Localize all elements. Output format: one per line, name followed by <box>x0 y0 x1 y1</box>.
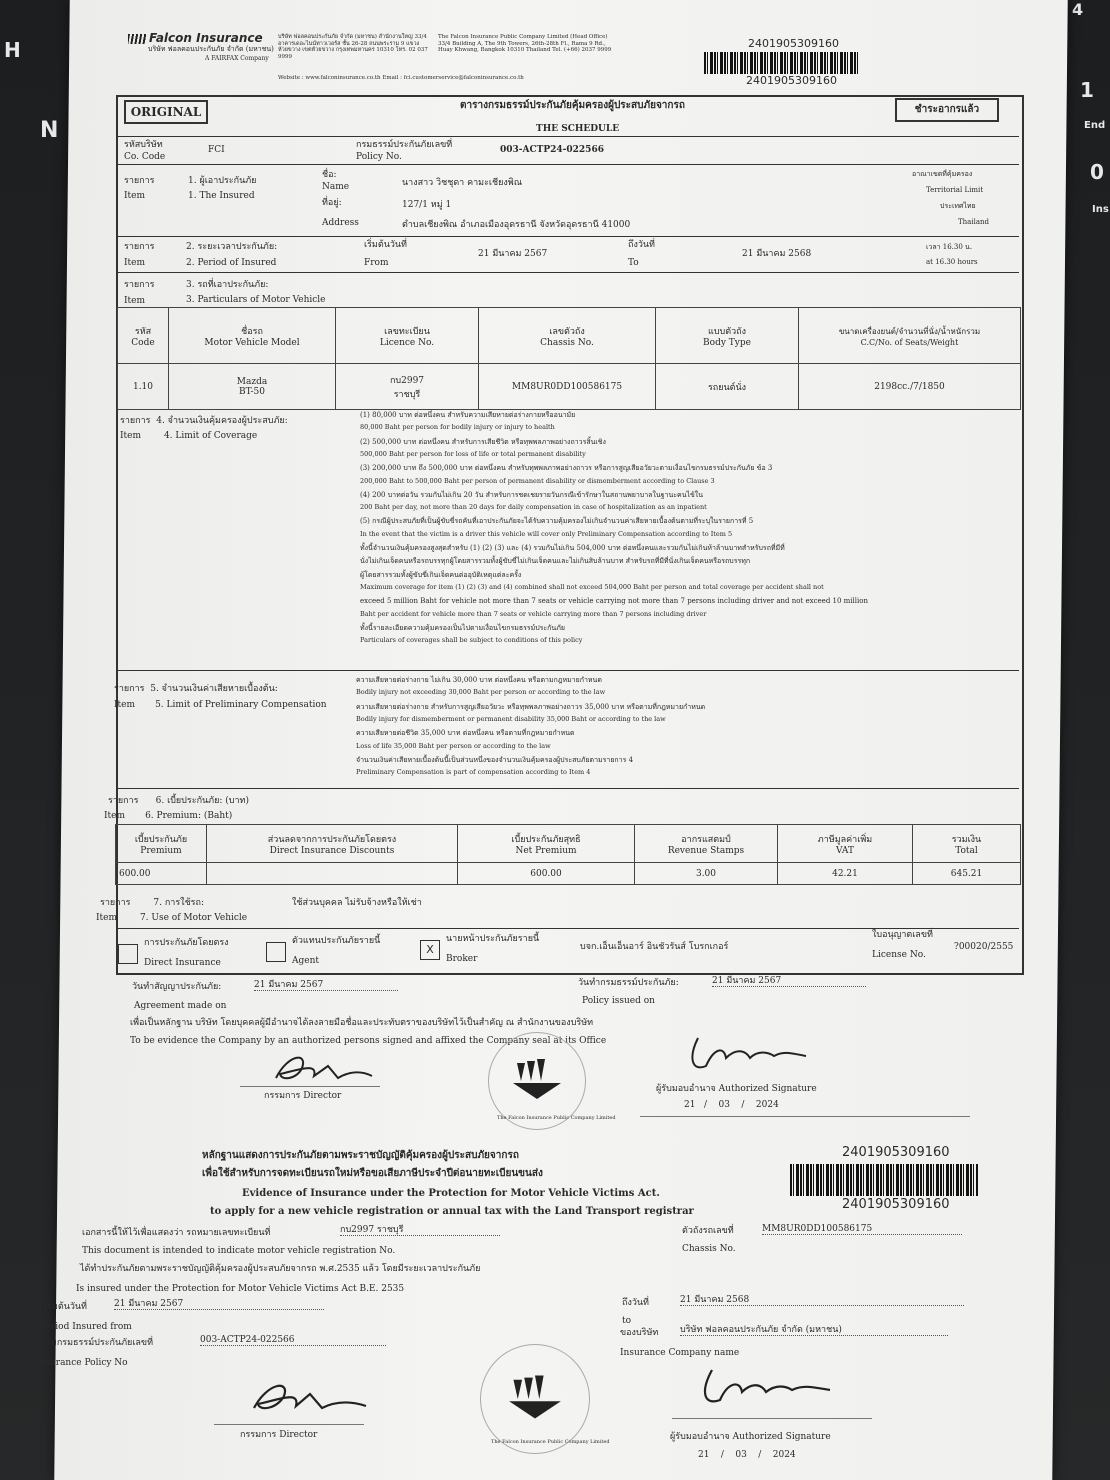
to-label-en: to <box>622 1316 632 1326</box>
barcode-number-2-bottom: 2401905309160 <box>842 1197 950 1212</box>
premium-data-row <box>116 863 1021 885</box>
item4-line: ทั้งนี้รายละเอียดความคุ้มครองเป็นไปตามเงื่อนไขกรมธรรม์ประกันภัย <box>360 623 565 632</box>
item3-title-th: 3. รถที่เอาประกันภัย: <box>186 280 269 290</box>
director-label-2: กรรมการ Director <box>240 1430 318 1440</box>
agent-en: Agent <box>292 956 319 966</box>
policy-label-th: ตามกรมธรรม์ประกันภัยเลขที่ <box>40 1338 154 1348</box>
address-th: บริษัท ฟอลคอนประกันภัย จำกัด (มหาชน) สำนักงานใหญ่ 33/4 อาคารเดอะไนน์ทาวเวอร์ส ชั้น 26-28 ถนนพระราม 9 แขวงห้วยขวาง เขตห้วยขวาง กรุงเทพมหานคร 10310 โทร. 02 037 9999 <box>278 34 428 60</box>
item5-line: Loss of life 35,000 Baht per person or according to the law <box>356 741 551 750</box>
item6-label-en: Item 6. Premium: (Baht) <box>104 811 233 821</box>
header-premium: เบี้ยประกันภัย Premium <box>116 825 207 863</box>
co-code-label-en: Co. Code <box>124 152 166 162</box>
item4-line: Maximum coverage for item (1) (2) (3) and (4) combined shall not exceed 504,000 Baht per person and total coverage per accident shall not <box>360 582 824 591</box>
company-seal <box>488 1032 616 1130</box>
item4-line: exceed 5 million Baht for vehicle not more than 7 seats or vehicle carrying not more than 7 persons including driver and not exceed 10 million <box>360 597 868 606</box>
authorized-date-2: 21 / 03 / 2024 <box>698 1450 796 1460</box>
license-no: ?00020/2555 <box>954 942 1014 952</box>
from-label-en: Period Insured from <box>40 1322 132 1332</box>
header-code: รหัส Code <box>118 308 169 364</box>
evidence-title-th-2: เพื่อใช้สำหรับการจดทะเบียนรถใหม่หรือขอเสียภาษีประจำปีต่อนายทะเบียนขนส่ง <box>202 1168 543 1179</box>
barcode-bottom <box>790 1164 978 1196</box>
original-label: ORIGINAL <box>124 100 208 124</box>
director-sign-line-2 <box>214 1424 364 1425</box>
divider <box>117 928 1019 929</box>
territory-label-th: อาณาเขตที่คุ้มครอง <box>912 170 973 178</box>
divider <box>117 136 1019 137</box>
vehicle-table <box>117 307 1021 410</box>
policy-label-en: Insurance Policy No <box>36 1358 128 1368</box>
period-from-value: 21 มีนาคม 2567 <box>478 249 548 259</box>
premium-value: 600.00 <box>116 863 207 885</box>
stamp-duty-paid-badge: ชำระอากรแล้ว <box>895 98 999 122</box>
net-premium-value: 600.00 <box>458 863 635 885</box>
total-value: 645.21 <box>913 863 1021 885</box>
header-discount: ส่วนลดจากการประกันภัยโดยตรง Direct Insurance Discounts <box>207 825 458 863</box>
header-body: แบบตัวถัง Body Type <box>656 308 799 364</box>
policy-value: 003-ACTP24-022566 <box>200 1335 386 1346</box>
header-total: รวมเงิน Total <box>913 825 1021 863</box>
key-h: H <box>4 38 21 62</box>
item4-line: In the event that the victim is a driver this vehicle will cover only Preliminary Compensation according to Item 5 <box>360 529 733 538</box>
item1-title-en: 1. The Insured <box>188 191 255 201</box>
to-label-th: ถึงวันที่ <box>622 1298 649 1308</box>
director-label: กรรมการ Director <box>264 1091 342 1101</box>
evidence-title-en-2: to apply for a new vehicle registration or annual tax with the Land Transport registrar <box>210 1206 694 1217</box>
barcode-number-top: 2401905309160 <box>748 37 839 50</box>
period-from-label-en: From <box>364 258 389 268</box>
website-email: Website : www.falconinsurance.co.th Email : fci.customerservice@falconinsurance.co.th <box>278 75 524 81</box>
item1-title-th: 1. ผู้เอาประกันภัย <box>188 176 257 186</box>
item5-label-th: รายการ 5. จำนวนเงินค่าเสียหายเบื้องต้น: <box>114 684 278 694</box>
item4-line: 200,000 Baht to 500,000 Baht per person of permanent disability or dismemberment according to Clause 3 <box>360 476 715 485</box>
item7-label-en: Item 7. Use of Motor Vehicle <box>96 913 248 923</box>
authorized-label: ผู้รับมอบอำนาจ Authorized Signature <box>656 1084 817 1094</box>
from-value: 21 มีนาคม 2567 <box>114 1299 324 1310</box>
broker-th: นายหน้าประกันภัยรายนี้ <box>446 934 540 944</box>
address-label-en: Address <box>322 218 359 228</box>
period-to-value: 21 มีนาคม 2568 <box>742 249 812 259</box>
item1-label-en: Item <box>124 191 146 201</box>
schedule-title-en: THE SCHEDULE <box>536 124 620 134</box>
vehicle-chassis: MM8UR0DD100586175 <box>479 364 656 410</box>
policy-issued-label-th: วันทำกรมธรรม์ประกันภัย: <box>578 978 679 988</box>
agreement-made-value: 21 มีนาคม 2567 <box>254 980 398 991</box>
header-model: ชื่อรถ Motor Vehicle Model <box>169 308 336 364</box>
director-signature-2 <box>244 1374 374 1420</box>
vehicle-body-type: รถยนต์นั่ง <box>656 364 799 410</box>
insured-name-label-th: ชื่อ: <box>322 170 337 180</box>
territory-label-en: Territorial Limit <box>926 186 984 194</box>
territory-value-th: ประเทศไทย <box>940 202 976 210</box>
from-label-th: เริ่มต้นวันที่ <box>44 1302 87 1312</box>
item1-label-th: รายการ <box>124 176 155 186</box>
divider <box>117 272 1019 273</box>
authorized-signature <box>684 1028 814 1076</box>
period-time-en: at 16.30 hours <box>926 258 978 266</box>
key-0: 0 <box>1090 160 1104 184</box>
item4-line: (3) 200,000 บาท ถึง 500,000 บาท ต่อหนึ่งคน สำหรับทุพพลภาพอย่างถาวร หรือการสูญเสียอวัยวะตามเงื่อนไขกรมธรรม์ประกันภัย ข้อ 3 <box>360 464 773 473</box>
premium-table <box>115 824 1021 885</box>
authorized-signature-2 <box>696 1360 836 1410</box>
period-from-label-th: เริ่มต้นวันที่ <box>364 240 407 250</box>
item4-line: Baht per accident for vehicle more than 7 seats or vehicle carrying more than 7 persons including driver <box>360 609 707 618</box>
license-label-th: ใบอนุญาตเลขที่ <box>872 930 933 940</box>
vehicle-licence: กบ2997 ราชบุรี <box>336 364 479 410</box>
key-4: 4 <box>1072 0 1084 19</box>
agent-checkbox[interactable] <box>266 942 286 962</box>
authorized-sign-line <box>640 1116 970 1117</box>
company-value: บริษัท ฟอลคอนประกันภัย จำกัด (มหาชน) <box>680 1325 948 1336</box>
co-code-label-th: รหัสบริษัท <box>124 140 163 150</box>
insured-name: นางสาว วิชชุดา คามะเชียงพิณ <box>402 178 523 188</box>
item2-label-th: รายการ <box>124 242 155 252</box>
falcon-seal-icon <box>511 1059 563 1099</box>
reg-value: กบ2997 ราชบุรี <box>340 1225 500 1236</box>
policy-no-value: 003-ACTP24-022566 <box>500 145 604 155</box>
address-label-th: ที่อยู่: <box>322 198 342 208</box>
falcon-logo-icon <box>128 34 146 44</box>
territory-value-en: Thailand <box>958 218 989 226</box>
director-sign-line <box>240 1086 380 1087</box>
license-label-en: License No. <box>872 950 926 960</box>
company-label-th: ของบริษัท <box>620 1328 659 1338</box>
broker-name: บจก.เอ็นเอ็นอาร์ อินชัวรันส์ โบรกเกอร์ <box>580 942 729 952</box>
company-seal-2 <box>480 1344 610 1454</box>
item5-line: Bodily injury for dismemberment or permanent disability 35,000 Baht or according to the law <box>356 714 666 723</box>
agent-th: ตัวแทนประกันภัยรายนี้ <box>292 936 381 946</box>
direct-insurance-checkbox[interactable] <box>118 944 138 964</box>
item4-line: 200 Baht per day, not more than 20 days for daily compensation in case of hospitalization as an inpatient <box>360 503 707 512</box>
divider <box>117 670 1019 671</box>
broker-en: Broker <box>446 954 478 964</box>
direct-insurance-en: Direct Insurance <box>144 958 221 968</box>
item4-line: (4) 200 บาทต่อวัน รวมกันไม่เกิน 20 วัน สำหรับการชดเชยรายวันกรณีเข้ารักษาในสถานพยาบาลในฐานะคนไข้ใน <box>360 490 703 499</box>
reg-label-th: เอกสารนี้ให้ไว้เพื่อแสดงว่า รถหมายเลขทะเบียนที่ <box>82 1228 271 1238</box>
evidence-title-en-1: Evidence of Insurance under the Protection for Motor Vehicle Victims Act. <box>242 1188 660 1199</box>
stamps-value: 3.00 <box>635 863 778 885</box>
item4-line: นั่งไม่เกินเจ็ดคนหรือรถบรรทุกผู้โดยสารรวมทั้งผู้ขับขี่ไม่เกินเจ็ดคนและไม่เกินสิบล้านบาท สำหรับรถที่มีที่นั่งเกินเจ็ดคนหรือรถบรรทุก <box>360 557 751 566</box>
item4-label-en: Item 4. Limit of Coverage <box>120 431 258 441</box>
chassis-label-en: Chassis No. <box>682 1244 736 1254</box>
item5-line: ความเสียหายต่อร่างกาย ไม่เกิน 30,000 บาท ต่อหนึ่งคน หรือตามกฎหมายกำหนด <box>356 676 602 684</box>
key-n: N <box>40 118 59 143</box>
divider <box>117 164 1019 165</box>
chassis-label-th: ตัวถังรถเลขที่ <box>682 1226 734 1236</box>
direct-insurance-th: การประกันภัยโดยตรง <box>144 938 229 948</box>
item2-label-en: Item <box>124 258 146 268</box>
act-label-en: Is insured under the Protection for Motor Vehicle Victims Act B.E. 2535 <box>76 1284 405 1294</box>
director-signature <box>268 1048 378 1088</box>
item3-title-en: 3. Particulars of Motor Vehicle <box>186 295 326 305</box>
item2-title-en: 2. Period of Insured <box>186 258 277 268</box>
key-ins: Ins <box>1092 204 1109 215</box>
co-code-value: FCI <box>208 145 225 155</box>
agreement-made-label-en: Agreement made on <box>134 1001 227 1011</box>
address-line-2: ตำบลเชียงพิณ อำเภอเมืองอุดรธานี จังหวัดอุดรธานี 41000 <box>402 220 631 230</box>
evidence-statement-th: เพื่อเป็นหลักฐาน บริษัท โดยบุคคลผู้มีอำนาจได้ลงลายมือชื่อและประทับตราของบริษัทไว้เป็นสำคัญ ณ สำนักงานของบริษัท <box>130 1018 594 1028</box>
vehicle-use-value: ใช้ส่วนบุคคล ไม่รับจ้างหรือให้เช่า <box>292 898 422 908</box>
address-en: The Falcon Insurance Public Company Limited (Head Office) 33/4 Building A, The 9th Towers, 26th-28th Fl., Rama 9 Rd., Huay Khwang, Bangkok 10310 Thailand Tel. (+66) 2037 9999 <box>438 34 612 54</box>
item5-line: ความเสียหายต่อร่างกาย สำหรับการสูญเสียอวัยวะ หรือทุพพลภาพอย่างถาวร 35,000 บาท หรือตามที่กฎหมายกำหนด <box>356 702 706 711</box>
header-net-premium: เบี้ยประกันภัยสุทธิ Net Premium <box>458 825 635 863</box>
vat-value: 42.21 <box>778 863 913 885</box>
reg-label-en: This document is intended to indicate motor vehicle registration No. <box>82 1246 396 1256</box>
item3-label-en: Item <box>124 296 146 306</box>
vehicle-code: 1.10 <box>118 364 169 410</box>
seal-text: The Falcon Insurance Public Company Limited <box>497 1115 616 1121</box>
authorized-date: 21 / 03 / 2024 <box>684 1100 779 1110</box>
vehicle-data-row <box>118 364 1021 410</box>
policy-no-label-en: Policy No. <box>356 152 402 162</box>
discount-value <box>207 863 458 885</box>
item5-line: Preliminary Compensation is part of compensation according to Item 4 <box>356 768 591 777</box>
period-time-th: เวลา 16.30 น. <box>926 243 973 251</box>
period-to-label-en: To <box>628 258 639 268</box>
item5-line: จำนวนเงินค่าเสียหายเบื้องต้นนี้เป็นส่วนหนึ่งของจำนวนเงินคุ้มครองผู้ประสบภัยตามรายการ 4 <box>356 755 634 764</box>
item7-label-th: รายการ 7. การใช้รถ: <box>100 898 204 908</box>
item4-line: ทั้งนี้จำนวนเงินคุ้มครองสูงสุดสำหรับ (1) (2) (3) และ (4) รวมกันไม่เกิน 504,000 บาท ต่อหนึ่งคนและรวมกันไม่เกินห้าล้านบาทสำหรับรถที่มีที่ <box>360 544 785 552</box>
header-cc: ขนาดเครื่องยนต์/จำนวนที่นั่ง/น้ำหนักรวม C.C/No. of Seats/Weight <box>799 308 1021 364</box>
item4-line: ผู้โดยสารรวมทั้งผู้ขับขี่เกินเจ็ดคนต่ออุบัติเหตุแต่ละครั้ง <box>360 570 522 579</box>
key-1: 1 <box>1080 78 1094 102</box>
vehicle-header-row <box>118 308 1021 364</box>
item4-line: (5) กรณีผู้ประสบภัยที่เป็นผู้ขับขี่รถคันที่เอาประกันภัยจะได้รับความคุ้มครองไม่เกินจำนวนค่าเสียหายเบื้องต้นตามที่ระบุในรายการที่ 5 <box>360 517 754 526</box>
divider <box>117 236 1019 237</box>
policy-issued-label-en: Policy issued on <box>582 996 655 1006</box>
falcon-seal-icon <box>507 1375 563 1419</box>
header-chassis: เลขตัวถัง Chassis No. <box>479 308 656 364</box>
evidence-title-th-1: หลักฐานแสดงการประกันภัยตามพระราชบัญญัติคุ้มครองผู้ประสบภัยจากรถ <box>202 1150 519 1161</box>
brand-tag: A FAIRFAX Company <box>205 55 269 62</box>
item4-line: 500,000 Baht per person for loss of life or total permanent disability <box>360 449 586 458</box>
key-end: End <box>1084 120 1106 131</box>
to-value: 21 มีนาคม 2568 <box>680 1295 964 1306</box>
divider <box>117 788 1019 789</box>
schedule-title-th: ตารางกรมธรรม์ประกันภัยคุ้มครองผู้ประสบภัยจากรถ <box>460 100 685 111</box>
item4-line: Particulars of coverages shall be subject to conditions of this policy <box>360 636 583 645</box>
brand-name: Falcon Insurance <box>128 32 263 46</box>
authorized-sign-line-2 <box>672 1418 872 1419</box>
broker-checkbox[interactable]: X <box>420 940 440 960</box>
item4-line: 80,000 Baht per person for bodily injury or injury to health <box>360 423 555 432</box>
act-label-th: ได้ทำประกันภัยตามพระราชบัญญัติคุ้มครองผู้ประสบภัยจากรถ พ.ศ.2535 แล้ว โดยมีระยะเวลาประกันภัย <box>80 1264 481 1274</box>
policy-no-label-th: กรมธรรม์ประกันภัยเลขที่ <box>356 140 453 150</box>
insured-name-label-en: Name <box>322 182 350 192</box>
item2-title-th: 2. ระยะเวลาประกันภัย: <box>186 242 278 252</box>
barcode-top <box>704 52 860 74</box>
address-line-1: 127/1 หมู่ 1 <box>402 200 452 210</box>
barcode-number-2-top: 2401905309160 <box>842 1145 950 1160</box>
header-licence: เลขทะเบียน Licence No. <box>336 308 479 364</box>
vehicle-model: Mazda BT-50 <box>169 364 336 410</box>
header-stamps: อากรแสตมป์ Revenue Stamps <box>635 825 778 863</box>
item4-line: (2) 500,000 บาท ต่อหนึ่งคน สำหรับการเสียชีวิต หรือทุพพลภาพอย่างถาวรสิ้นเชิง <box>360 437 606 446</box>
evidence-statement-en: To be evidence the Company by an authorized persons signed and affixed the Company seal at its Office <box>130 1036 607 1046</box>
header-vat: ภาษีมูลค่าเพิ่ม VAT <box>778 825 913 863</box>
period-to-label-th: ถึงวันที่ <box>628 240 655 250</box>
item3-label-th: รายการ <box>124 280 155 290</box>
agreement-made-label-th: วันทำสัญญาประกันภัย: <box>132 982 222 992</box>
item6-label-th: รายการ 6. เบี้ยประกันภัย: (บาท) <box>108 796 249 806</box>
item5-label-en: Item 5. Limit of Preliminary Compensation <box>114 700 327 710</box>
brand-name-th: บริษัท ฟอลคอนประกันภัย จำกัด (มหาชน) <box>148 45 274 53</box>
item4-label-th: รายการ 4. จำนวนเงินคุ้มครองผู้ประสบภัย: <box>120 416 288 426</box>
authorized-label-2: ผู้รับมอบอำนาจ Authorized Signature <box>670 1432 831 1442</box>
item5-line: ความเสียหายต่อชีวิต 35,000 บาท ต่อหนึ่งคน หรือตามที่กฎหมายกำหนด <box>356 729 575 738</box>
company-label-en: Insurance Company name <box>620 1348 740 1358</box>
item4-line: (1) 80,000 บาท ต่อหนึ่งคน สำหรับความเสียหายต่อร่างกายหรืออนามัย <box>360 411 576 419</box>
policy-issued-value: 21 มีนาคม 2567 <box>712 976 866 987</box>
vehicle-cc: 2198cc./7/1850 <box>799 364 1021 410</box>
seal-text-2: The Falcon Insurance Public Company Limited <box>491 1439 610 1445</box>
barcode-number-bottom: 2401905309160 <box>746 74 837 87</box>
chassis-value: MM8UR0DD100586175 <box>762 1224 962 1235</box>
premium-header-row <box>116 825 1021 863</box>
item5-line: Bodily injury not exceeding 30,000 Baht per person or according to the law <box>356 688 606 697</box>
